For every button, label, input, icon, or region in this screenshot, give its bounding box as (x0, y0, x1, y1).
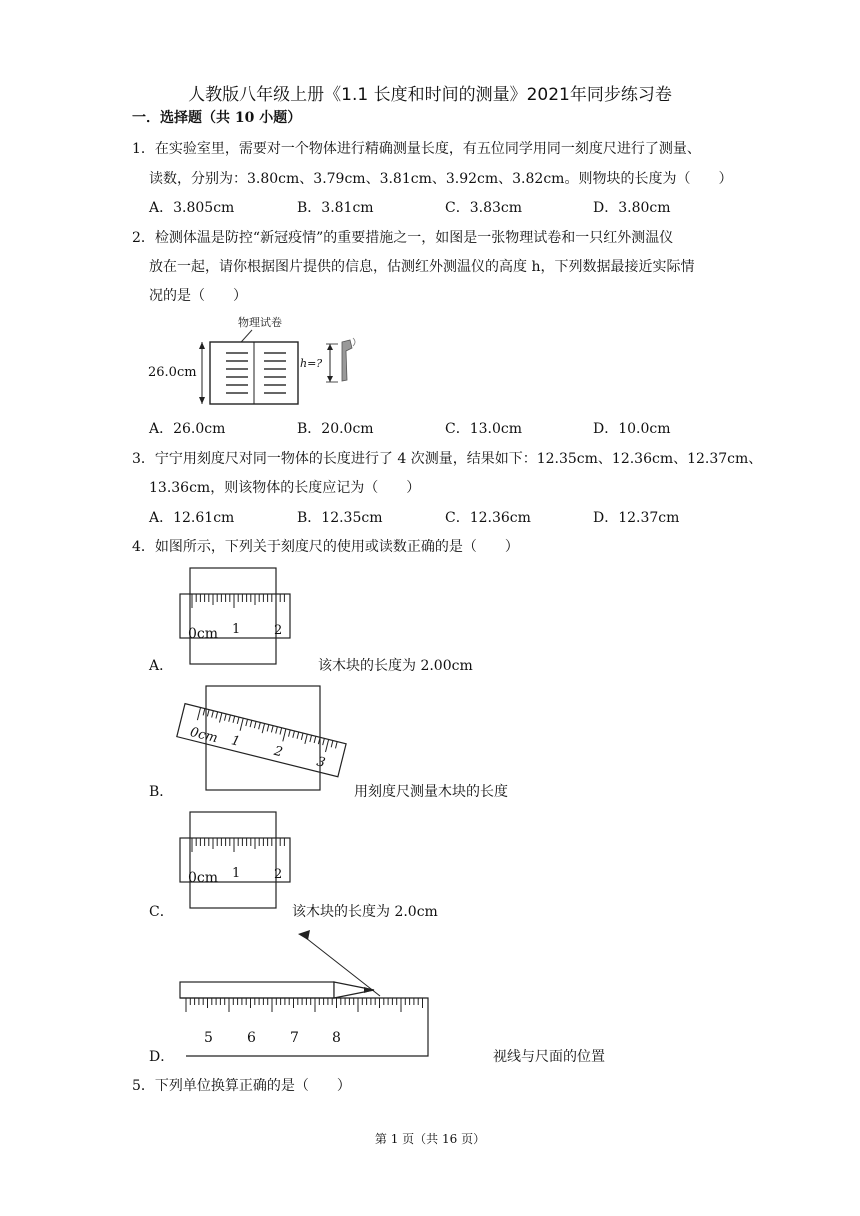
q2-line2: 放在一起，请你根据图片提供的信息，估测红外测温仪的高度 h，下列数据最接近实际情 (149, 259, 695, 275)
thermometer-icon (342, 340, 352, 381)
q4-c-caption: 该木块的长度为 2.0cm (292, 904, 438, 920)
q2-option-d: D．10.0cm (593, 421, 671, 437)
ruler (180, 998, 428, 1056)
q3-option-a: A．12.61cm (149, 510, 235, 526)
ruler-label-0cm: 0cm (188, 870, 219, 886)
page-title: 人教版八年级上册《1.1 长度和时间的测量》2021年同步练习卷 (188, 85, 672, 105)
q1-option-c: C．3.83cm (445, 200, 522, 216)
q4-d-letter: D． (149, 1049, 175, 1065)
pencil (180, 982, 334, 998)
ruler-label-5: 5 (204, 1030, 213, 1046)
q3-line2: 13.36cm，则该物体的长度应记为（ ） (149, 480, 421, 496)
paper-label: 物理试卷 (238, 316, 282, 329)
q2-figure (148, 310, 368, 410)
q1-option-a: A．3.805cm (149, 200, 235, 216)
h-label: h=? (300, 357, 323, 370)
q1-line2: 读数，分别为：3.80cm、3.79cm、3.81cm、3.92cm、3.82cm。则物块的长度为（ ） (149, 171, 733, 187)
q2-option-a: A．26.0cm (149, 421, 226, 437)
ruler-label-2: 2 (274, 623, 283, 638)
q4-c-letter: C． (149, 904, 174, 920)
ruler-label-1: 1 (232, 622, 241, 637)
q1-line1: 1．在实验室里，需要对一个物体进行精确测量长度，有五位同学用同一刻度尺进行了测量、 (132, 141, 701, 157)
q2-line3: 况的是（ ） (149, 288, 247, 304)
q4-b-caption: 用刻度尺测量木块的长度 (354, 784, 508, 800)
q3-option-d: D．12.37cm (593, 510, 680, 526)
q2-option-b: B．20.0cm (297, 421, 374, 437)
q3-option-b: B．12.35cm (297, 510, 383, 526)
ruler-label-8: 8 (332, 1030, 341, 1046)
q4-a-caption: 该木块的长度为 2.00cm (318, 658, 473, 674)
q3-option-c: C．12.36cm (445, 510, 531, 526)
ruler-label-0cm: 0cm (188, 626, 219, 642)
q4a-ruler-figure (170, 566, 300, 668)
ruler-label-3: 3 (315, 754, 327, 772)
eye-icon (298, 930, 310, 940)
ruler-label-7: 7 (290, 1030, 299, 1046)
q5-line1: 5．下列单位换算正确的是（ ） (132, 1078, 351, 1094)
ruler-label-1: 1 (232, 866, 241, 881)
q4-line1: 4．如图所示，下列关于刻度尺的使用或读数正确的是（ ） (132, 539, 519, 555)
wood-block (206, 686, 320, 790)
paper-height-label: 26.0cm (148, 365, 197, 380)
wood-block (190, 568, 276, 664)
q2-line1: 2．检测体温是防控“新冠疫情”的重要措施之一，如图是一张物理试卷和一只红外测温仪 (132, 230, 674, 246)
q1-option-d: D．3.80cm (593, 200, 671, 216)
page-footer: 第 1 页（共 16 页） (374, 1132, 486, 1146)
q4-d-caption: 视线与尺面的位置 (493, 1049, 605, 1065)
ruler-label-6: 6 (247, 1030, 256, 1046)
q4-a-letter: A． (149, 658, 174, 674)
ruler-label-0cm: 0cm (188, 724, 220, 747)
q4-b-letter: B． (149, 784, 174, 800)
q2-option-c: C．13.0cm (445, 421, 522, 437)
ruler-label-2: 2 (272, 743, 285, 761)
ruler-label-2: 2 (274, 867, 283, 882)
q4c-ruler-figure (170, 810, 300, 912)
section-heading: 一．选择题（共 10 小题） (132, 110, 302, 126)
q1-option-b: B．3.81cm (297, 200, 374, 216)
q3-line1: 3．宁宁用刻度尺对同一物体的长度进行了 4 次测量，结果如下：12.35cm、12.36cm、12.37cm、 (132, 451, 763, 467)
ruler-label-1: 1 (229, 733, 242, 750)
wood-block (190, 812, 276, 908)
q4b-ruler-figure (176, 684, 356, 796)
q4d-ruler-figure (176, 926, 436, 1062)
